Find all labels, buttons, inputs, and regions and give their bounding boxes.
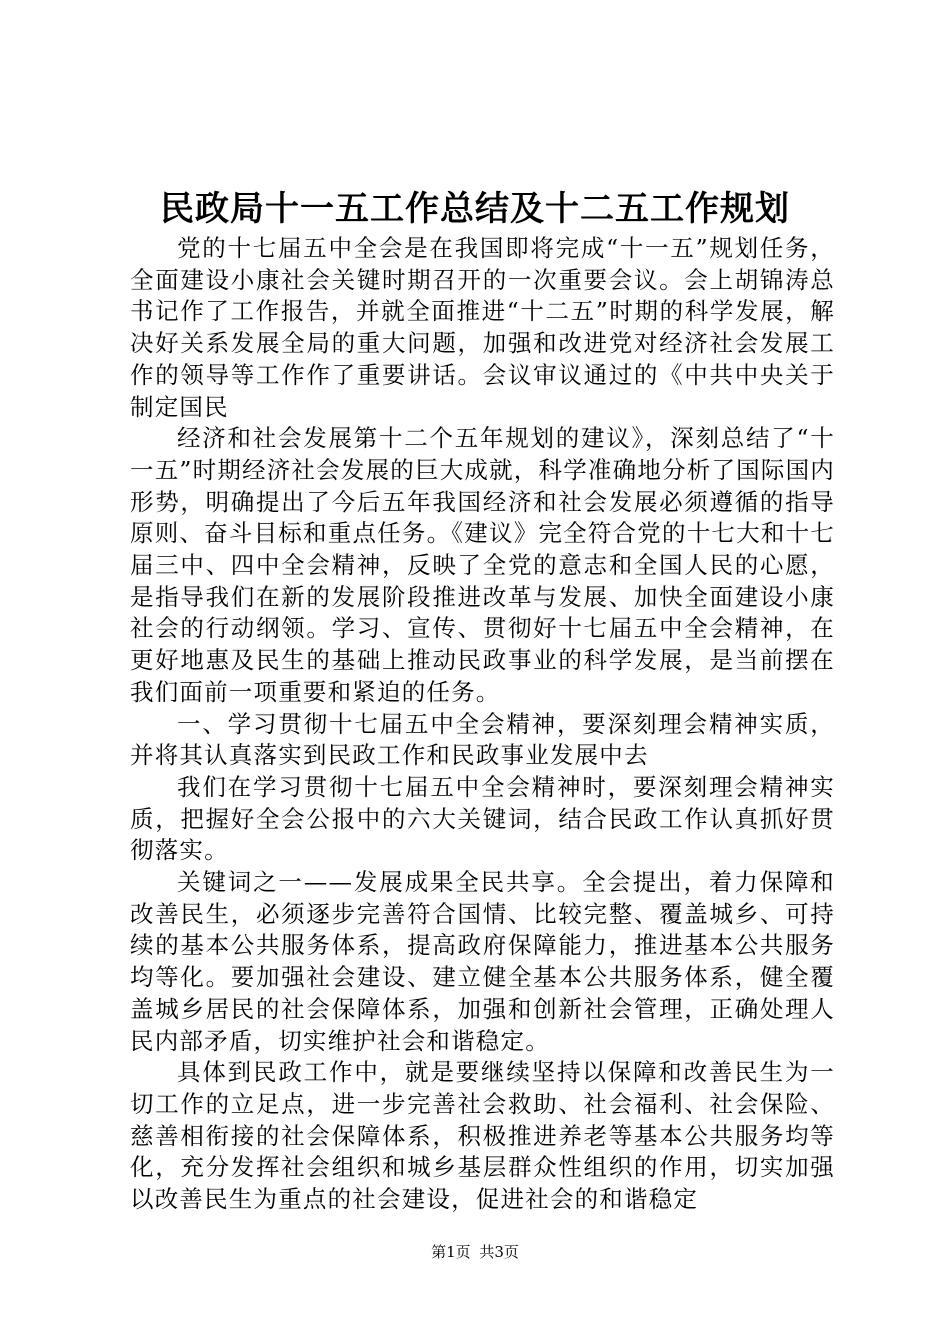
page-total: 共3页 [479, 1243, 519, 1261]
paragraph-6: 具体到民政工作中，就是要继续坚持以保障和改善民生为一切工作的立足点，进一步完善社会救助、社会福利、社会保险、慈善相衔接的社会保障体系，积极推进养老等基本公共服务均等化，充分发挥社会组织和城乡基层群众性组织的作用，切实加强以改善民生为重点的社会建设，促进社会的和谐稳定 [130, 1058, 835, 1214]
page-footer [0, 1241, 950, 1263]
paragraph-3-heading: 一、学习贯彻十七届五中全会精神，要深刻理会精神实质，并将其认真落实到民政工作和民政事业发展中去 [130, 709, 835, 770]
paragraph-4: 我们在学习贯彻十七届五中全会精神时，要深刻理会精神实质，把握好全会公报中的六大关键词，结合民政工作认真抓好贯彻落实。 [130, 772, 835, 865]
document-title: 民政局十一五工作总结及十二五工作规划 [160, 189, 790, 229]
document-body [130, 233, 835, 1216]
page-number: 第1页 [431, 1243, 471, 1261]
paragraph-5: 关键词之一——发展成果全民共享。全会提出，着力保障和改善民生，必须逐步完善符合国情、比较完整、覆盖城乡、可持续的基本公共服务体系，提高政府保障能力，推进基本公共服务均等化。要加强社会建设、建立健全基本公共服务体系，健全覆盖城乡居民的社会保障体系，加强和创新社会管理，正确处理人民内部矛盾，切实维护社会和谐稳定。 [130, 868, 835, 1055]
paragraph-1: 党的十七届五中全会是在我国即将完成“十一五”规划任务，全面建设小康社会关键时期召开的一次重要会议。会上胡锦涛总书记作了工作报告，并就全面推进“十二五”时期的科学发展，解决好关系发展全局的重大问题，加强和改进党对经济社会发展工作的领导等工作作了重要讲话。会议审议通过的《中共中央关于制定国民 [130, 234, 835, 421]
paragraph-2: 经济和社会发展第十二个五年规划的建议》，深刻总结了“十一五”时期经济社会发展的巨大成就，科学准确地分析了国际国内形势，明确提出了今后五年我国经济和社会发展必须遵循的指导原则、奋斗目标和重点任务。《建议》完全符合党的十七大和十七届三中、四中全会精神，反映了全党的意志和全国人民的心愿，是指导我们在新的发展阶段推进改革与发展、加快全面建设小康社会的行动纲领。学习、宣传、贯彻好十七届五中全会精神，在更好地惠及民生的基础上推动民政事业的科学发展，是当前摆在我们面前一项重要和紧迫的任务。 [130, 424, 835, 706]
